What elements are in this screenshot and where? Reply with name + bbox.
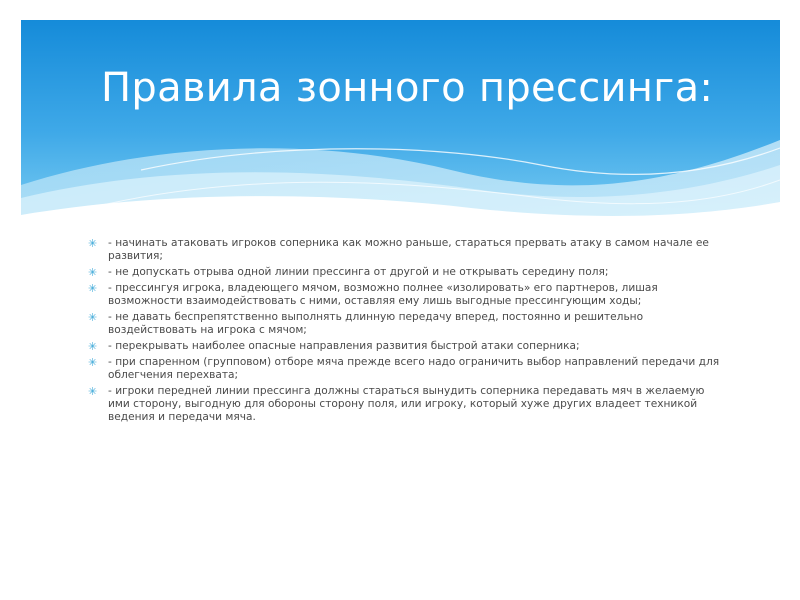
list-item-text: - не допускать отрыва одной линии прессинга от другой и не открывать середину поля; [108,266,609,278]
list-item-text: - перекрывать наиболее опасные направления развития быстрой атаки соперника; [108,340,580,352]
asterisk-bullet-icon: ✳ [88,282,98,295]
list-item-text: - не давать беспрепятственно выполнять длинную передачу вперед, постоянно и решительно воздействовать на игрока с мячом; [108,311,644,336]
list-item [88,385,728,424]
asterisk-bullet-icon: ✳ [88,237,98,250]
asterisk-bullet-icon: ✳ [88,340,98,353]
list-item-text: - прессингуя игрока, владеющего мячом, возможно полнее «изолировать» его партнеров, лишая возможности взаимодействовать с ними, оставляя ему лишь выгодные прессингующим ходы; [108,282,658,307]
asterisk-bullet-icon: ✳ [88,311,98,324]
wave-background [21,20,780,225]
list-item [88,340,728,353]
list-item-text: - игроки передней линии прессинга должны стараться вынудить соперника передавать мяч в желаемую ими сторону, выгодную для обороны сторону поля, или игроку, который хуже других владеет техникой ведения и передачи мяча. [108,385,705,423]
asterisk-bullet-icon: ✳ [88,356,98,369]
asterisk-bullet-icon: ✳ [88,385,98,398]
list-item [88,356,728,382]
list-item [88,266,728,279]
header-banner [21,20,780,225]
list-item [88,237,728,263]
list-item [88,311,728,337]
list-item-text: - начинать атаковать игроков соперника как можно раньше, стараться прервать атаку в самом начале ее развития; [108,237,709,262]
slide-title: Правила зонного прессинга: [101,65,714,111]
list-item-text: - при спаренном (групповом) отборе мяча прежде всего надо ограничить выбор направлений передачи для облегчения перехвата; [108,356,720,381]
asterisk-bullet-icon: ✳ [88,266,98,279]
rules-list [88,237,728,427]
list-item [88,282,728,308]
